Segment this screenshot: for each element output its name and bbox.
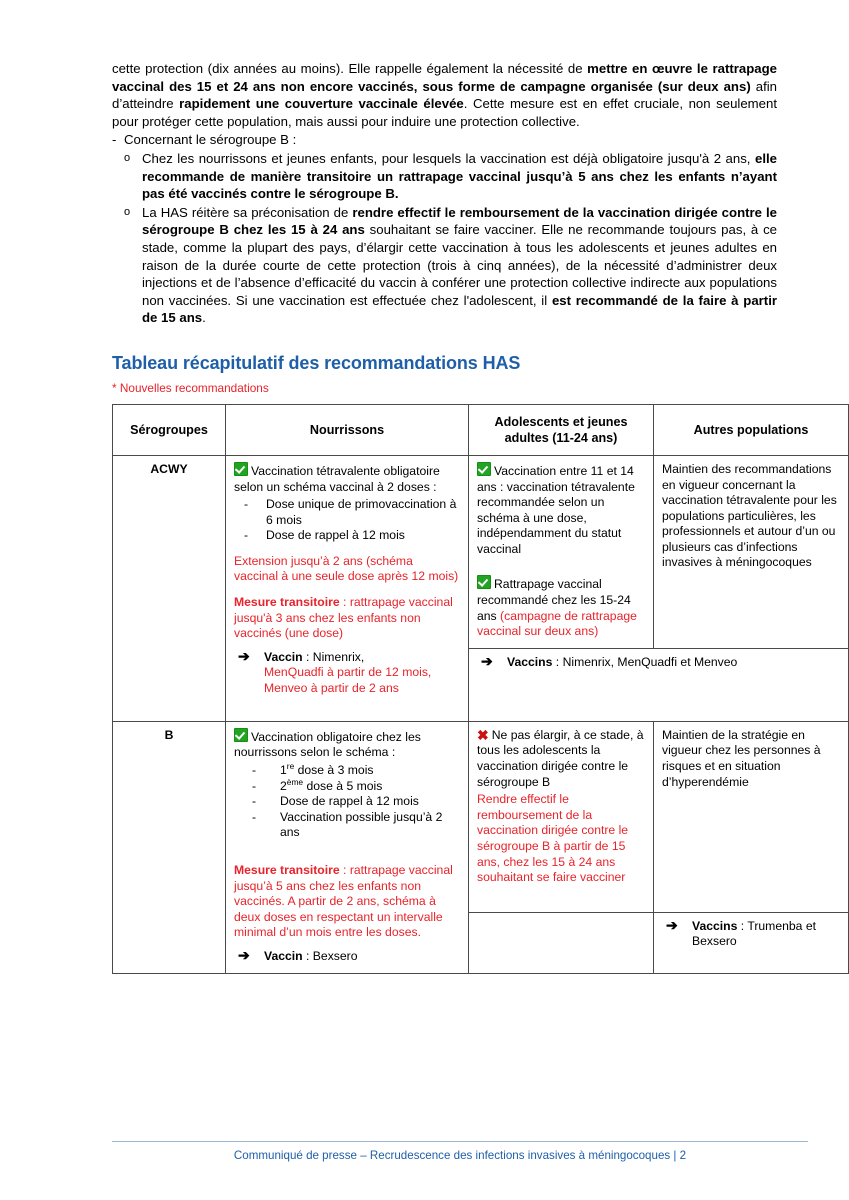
vaccins-text: : Trumenba et Bexsero bbox=[692, 918, 816, 949]
mesure-transitoire-label: Mesure transitoire bbox=[234, 863, 340, 877]
bullet-has-text-d: est recommandé de la faire à partir de 15 ans bbox=[142, 292, 777, 326]
cell-acwy-vaccins bbox=[469, 648, 849, 721]
acwy-nourrissons-vaccin-row bbox=[234, 647, 460, 697]
b-ado-x-text: Ne pas élargir, à ce stade, à tous les adolescents la vaccination dirigée contre le sérogroupe B bbox=[477, 727, 644, 789]
arrow-right-icon: ➔ bbox=[238, 946, 250, 963]
vaccins-label: Vaccins bbox=[692, 918, 738, 933]
dash-marker: - bbox=[252, 809, 257, 824]
intro-text-e: . Cette mesure est en effet cruciale, non seulement pour protéger cette population, mais aussi pour induire une protection collective. bbox=[112, 96, 777, 129]
serogroupe-b-bullets bbox=[112, 150, 777, 327]
table-row-acwy bbox=[113, 455, 849, 648]
cell-b-autres bbox=[654, 721, 849, 912]
page-title: Tableau récapitulatif des recommandations HAS bbox=[112, 352, 521, 373]
list-item-label: Dose de rappel à 12 mois bbox=[280, 794, 419, 809]
intro-text-a: cette protection (dix années au moins). Elle rappelle également la nécessité de bbox=[112, 61, 588, 76]
acwy-nourrissons-mesure-transitoire bbox=[234, 595, 460, 642]
vaccins-text: : Nimenrix, MenQuadfi et Menveo bbox=[552, 654, 738, 669]
vaccin-text: : Bexsero bbox=[302, 948, 358, 963]
list-item-label: 2ème dose à 5 mois bbox=[280, 776, 383, 793]
check-icon bbox=[234, 462, 248, 476]
table-header-row bbox=[113, 404, 849, 455]
cross-icon: ✖ bbox=[477, 726, 489, 743]
intro-text-b: mettre en œuvre le rattrapage vaccinal des 15 et 24 ans non encore vaccinés, sous forme de campagne organisée (sur deux ans) bbox=[112, 61, 777, 94]
acwy-ado-check2 bbox=[477, 575, 645, 639]
cell-acwy-adolescents bbox=[469, 455, 654, 648]
dash-marker: - bbox=[252, 778, 257, 793]
b-nourrissons-mesure-transitoire bbox=[234, 863, 460, 941]
intro-text-d: rapidement une couverture vaccinale élevée bbox=[179, 96, 464, 112]
dash-marker: - bbox=[244, 528, 249, 543]
vaccins-label: Vaccins bbox=[507, 654, 553, 669]
cell-serogroupe-acwy: ACWY bbox=[113, 455, 226, 721]
serogroupe-b-section bbox=[112, 131, 777, 149]
cell-b-nourrissons bbox=[226, 721, 469, 973]
arrow-right-icon: ➔ bbox=[481, 652, 493, 669]
b-nourrissons-check-text: Vaccination obligatoire chez les nourrissons selon le schéma : bbox=[234, 729, 421, 760]
bullet-marker-icon: o bbox=[124, 205, 131, 218]
list-item bbox=[244, 794, 460, 810]
vaccin-label: Vaccin bbox=[264, 948, 303, 963]
b-autres-text: Maintien de la stratégie en vigueur chez les personnes à risques et en situation d’hyperendémie bbox=[662, 727, 821, 789]
bullet-has-text-e: . bbox=[202, 310, 206, 326]
mesure-transitoire-text: : rattrapage vaccinal jusqu'à 3 ans chez les enfants non vaccinés (une dose) bbox=[234, 595, 453, 641]
acwy-nourrissons-check-line bbox=[234, 462, 460, 495]
new-recommendations-note: * Nouvelles recommandations bbox=[112, 380, 269, 395]
bullet-has-text-c: souhaitant se faire vacciner. Elle ne recommande toujours pas, à ce stade, comme la plupart des pays, d’élargir cette vaccination à tous les adolescents et jeunes adultes en raison de la durée courte de cette protection (trois à cinq années), de la nécessité d’administrer deux injections et de l’absence d’efficacité du vaccin à conférer une protection collective indirecte aux populations non vaccinées. Si une vaccination est effectuée chez l'adolescent, il bbox=[142, 222, 777, 308]
dash-marker: - bbox=[244, 497, 249, 512]
dash-marker: - bbox=[112, 132, 117, 148]
header-nourrissons: Nourrissons bbox=[226, 404, 469, 455]
vaccin-separator: : bbox=[302, 649, 313, 664]
acwy-nourrissons-check-text: Vaccination tétravalente obligatoire selon un schéma vaccinal à 2 doses : bbox=[234, 463, 440, 494]
list-item bbox=[244, 497, 460, 528]
serogroupe-b-label: Concernant le sérogroupe B : bbox=[124, 132, 297, 148]
vaccin-label: Vaccin bbox=[264, 649, 303, 664]
list-item bbox=[244, 776, 460, 795]
b-nourrissons-vaccin-row bbox=[234, 946, 460, 965]
cell-b-adolescents bbox=[469, 721, 654, 912]
cell-b-vaccins bbox=[654, 912, 849, 973]
table-row-b bbox=[113, 721, 849, 912]
bullet-has-text-a: La HAS réitère sa préconisation de bbox=[142, 204, 353, 220]
list-item-label: Vaccination possible jusqu’à 2 ans bbox=[280, 809, 443, 840]
b-nourrissons-check-line bbox=[234, 728, 460, 761]
bullet-nourrissons bbox=[112, 150, 777, 203]
cell-serogroupe-b: B bbox=[113, 721, 226, 973]
recommendations-table bbox=[112, 404, 849, 974]
cell-acwy-nourrissons bbox=[226, 455, 469, 721]
header-autres-populations: Autres populations bbox=[654, 404, 849, 455]
vaccin-value-red: MenQuadfi à partir de 12 mois, Menveo à partir de 2 ans bbox=[264, 665, 432, 696]
header-adolescents: Adolescents et jeunes adultes (11-24 ans) bbox=[469, 404, 654, 455]
header-serogroupes: Sérogroupes bbox=[113, 404, 226, 455]
list-item-label: Dose de rappel à 12 mois bbox=[266, 528, 405, 543]
check-icon bbox=[477, 462, 491, 476]
arrow-right-icon: ➔ bbox=[238, 647, 250, 664]
check-icon bbox=[477, 575, 491, 589]
b-vaccins-row bbox=[662, 916, 840, 950]
check-icon bbox=[234, 728, 248, 742]
mesure-transitoire-label: Mesure transitoire bbox=[234, 595, 340, 610]
bullet-nourrissons-text-b: elle recommande de manière transitoire un rattrapage vaccinal jusqu’à 5 ans chez les enfants n’ayant pas été vaccinés contre le sérogroupe B. bbox=[142, 150, 777, 202]
spacer bbox=[477, 557, 645, 575]
b-ado-red-text: Rendre effectif le remboursement de la vaccination dirigée contre le sérogroupe B à partir de 15 ans, chez les 15 à 24 ans souhaitant se faire vacciner bbox=[477, 792, 629, 885]
footer-text: Communiqué de presse – Recrudescence des infections invasives à méningocoques | 2 bbox=[233, 1149, 687, 1162]
acwy-nourrissons-dose-list bbox=[234, 497, 460, 544]
list-item bbox=[244, 528, 460, 544]
acwy-vaccins-row bbox=[477, 652, 840, 671]
list-item-label: Dose unique de primovaccination à 6 mois bbox=[266, 497, 457, 527]
dash-marker: - bbox=[252, 763, 257, 778]
bullet-has bbox=[112, 204, 777, 327]
acwy-ado-check2-text-black: Rattrapage vaccinal recommandé chez les 15-24 ans bbox=[477, 577, 631, 623]
acwy-nourrissons-extension-note: Extension jusqu’à 2 ans (schéma vaccinal à une seule dose après 12 mois) bbox=[234, 553, 459, 584]
list-item bbox=[244, 760, 460, 779]
arrow-right-icon: ➔ bbox=[666, 916, 678, 933]
b-ado-x-line bbox=[477, 728, 645, 790]
acwy-ado-check1-text: Vaccination entre 11 et 14 ans : vaccination tétravalente recommandée selon un schéma à une dose, indépendamment du statut vaccinal bbox=[477, 463, 635, 556]
intro-text-c: afin d’atteindre bbox=[112, 78, 777, 112]
bullet-nourrissons-text-a: Chez les nourrissons et jeunes enfants, pour lesquels la vaccination est déjà obligatoire jusqu'à 2 ans, bbox=[142, 150, 755, 166]
cell-acwy-autres bbox=[654, 455, 849, 648]
b-nourrissons-dose-list bbox=[234, 760, 460, 841]
acwy-ado-check1 bbox=[477, 462, 645, 558]
page-footer bbox=[112, 1141, 808, 1162]
vaccin-value-black: Nimenrix, bbox=[312, 649, 365, 664]
intro-paragraph bbox=[112, 60, 777, 130]
list-item bbox=[244, 810, 460, 841]
bullet-marker-icon: o bbox=[124, 151, 131, 164]
bullet-has-text-b: rendre effectif le remboursement de la vaccination dirigée contre le sérogroupe B chez les 15 à 24 ans bbox=[142, 204, 778, 238]
acwy-ado-check2-text-red: (campagne de rattrapage vaccinal sur deux ans) bbox=[477, 608, 637, 639]
cell-b-vaccins-empty bbox=[469, 912, 654, 973]
mesure-transitoire-text: : rattrapage vaccinal jusqu’à 5 ans chez les enfants non vaccinés. A partir de 2 ans, schéma à deux doses en respectant un intervalle minimal d’un mois entre les doses. bbox=[234, 863, 453, 940]
list-item-label: 1re dose à 3 mois bbox=[280, 760, 374, 778]
acwy-autres-text: Maintien des recommandations en vigueur concernant la vaccination tétravalente pour les populations particulières, les professionnels et autour d’un ou plusieurs cas d’infections invasives à méningocoques bbox=[662, 461, 837, 570]
dash-marker: - bbox=[252, 794, 257, 809]
